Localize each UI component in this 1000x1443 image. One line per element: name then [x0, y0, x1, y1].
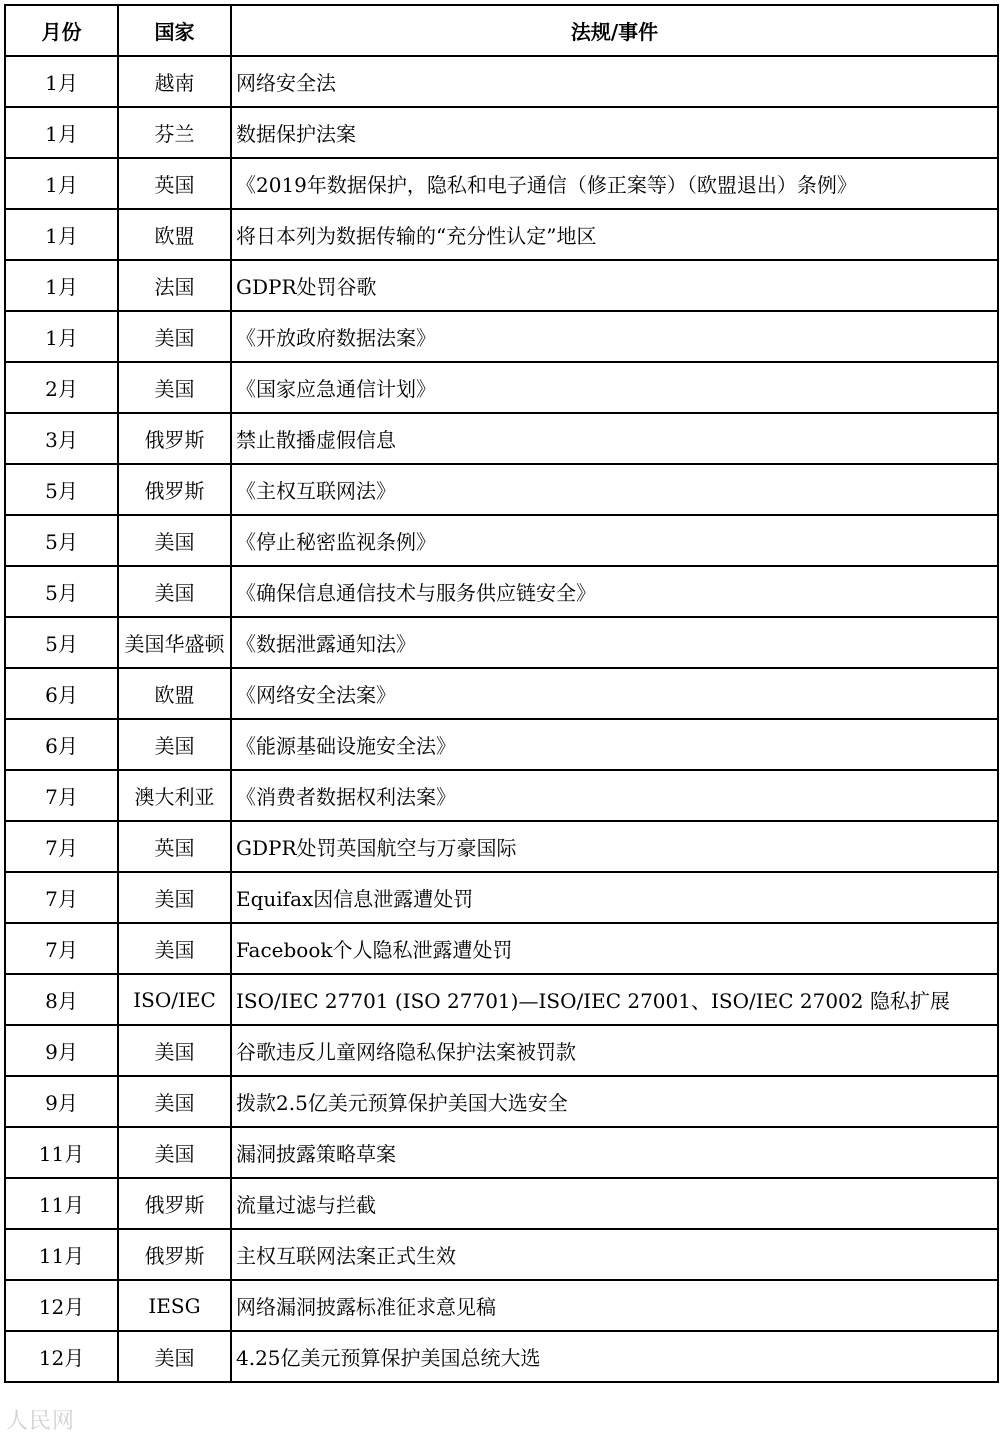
cell-country: 芬兰: [118, 107, 231, 158]
table-row: [5, 1178, 998, 1229]
header-row: [5, 5, 998, 56]
table-row: [5, 1127, 998, 1178]
cell-event: ISO/IEC 27701 (ISO 27701)—ISO/IEC 27001、ISO/IEC 27002 隐私扩展: [231, 974, 998, 1025]
cell-country: 美国: [118, 923, 231, 974]
table-body: [5, 56, 998, 1382]
cell-event: Equifax因信息泄露遭处罚: [231, 872, 998, 923]
cell-event: 《开放政府数据法案》: [231, 311, 998, 362]
cell-event: 漏洞披露策略草案: [231, 1127, 998, 1178]
table-row: [5, 209, 998, 260]
cell-month: 2月: [5, 362, 118, 413]
cell-event: 《2019年数据保护，隐私和电子通信（修正案等）（欧盟退出）条例》: [231, 158, 998, 209]
header-month: 月份: [5, 5, 118, 56]
cell-country: ISO/IEC: [118, 974, 231, 1025]
cell-country: 俄罗斯: [118, 464, 231, 515]
cell-event: 《消费者数据权利法案》: [231, 770, 998, 821]
cell-country: 英国: [118, 158, 231, 209]
cell-month: 5月: [5, 566, 118, 617]
cell-country: 法国: [118, 260, 231, 311]
cell-country: 美国: [118, 1025, 231, 1076]
cell-month: 6月: [5, 668, 118, 719]
cell-country: 美国: [118, 566, 231, 617]
table-row: [5, 515, 998, 566]
cell-event: 《停止秘密监视条例》: [231, 515, 998, 566]
cell-event: 将日本列为数据传输的“充分性认定”地区: [231, 209, 998, 260]
header-country: 国家: [118, 5, 231, 56]
cell-month: 12月: [5, 1280, 118, 1331]
cell-country: 俄罗斯: [118, 1229, 231, 1280]
table-row: [5, 107, 998, 158]
cell-month: 5月: [5, 464, 118, 515]
table-row: [5, 719, 998, 770]
cell-event: 《网络安全法案》: [231, 668, 998, 719]
table-row: [5, 158, 998, 209]
cell-country: 澳大利亚: [118, 770, 231, 821]
cell-event: 网络漏洞披露标准征求意见稿: [231, 1280, 998, 1331]
cell-event: GDPR处罚英国航空与万豪国际: [231, 821, 998, 872]
table-row: [5, 1076, 998, 1127]
table-row: [5, 770, 998, 821]
cell-month: 5月: [5, 617, 118, 668]
cell-month: 3月: [5, 413, 118, 464]
cell-country: 美国: [118, 872, 231, 923]
table-row: [5, 617, 998, 668]
table-row: [5, 311, 998, 362]
table-row: [5, 260, 998, 311]
cell-month: 11月: [5, 1127, 118, 1178]
cell-country: 美国: [118, 1331, 231, 1382]
table-row: [5, 821, 998, 872]
regulations-table: [4, 4, 999, 1383]
cell-month: 9月: [5, 1076, 118, 1127]
cell-event: 数据保护法案: [231, 107, 998, 158]
cell-month: 6月: [5, 719, 118, 770]
watermark: 人民网: [6, 1409, 76, 1434]
table-row: [5, 1229, 998, 1280]
cell-month: 7月: [5, 821, 118, 872]
cell-event: 谷歌违反儿童网络隐私保护法案被罚款: [231, 1025, 998, 1076]
table-row: [5, 566, 998, 617]
table-row: [5, 1331, 998, 1382]
cell-country: 美国: [118, 1127, 231, 1178]
cell-event: 《确保信息通信技术与服务供应链安全》: [231, 566, 998, 617]
cell-month: 8月: [5, 974, 118, 1025]
table-row: [5, 413, 998, 464]
cell-event: 主权互联网法案正式生效: [231, 1229, 998, 1280]
cell-event: 拨款2.5亿美元预算保护美国大选安全: [231, 1076, 998, 1127]
cell-country: 越南: [118, 56, 231, 107]
cell-country: 美国: [118, 515, 231, 566]
table-row: [5, 872, 998, 923]
table-row: [5, 974, 998, 1025]
table-row: [5, 1025, 998, 1076]
cell-country: 美国: [118, 719, 231, 770]
table-row: [5, 923, 998, 974]
cell-event: 4.25亿美元预算保护美国总统大选: [231, 1331, 998, 1382]
cell-month: 1月: [5, 260, 118, 311]
cell-month: 5月: [5, 515, 118, 566]
cell-event: 《主权互联网法》: [231, 464, 998, 515]
cell-month: 1月: [5, 209, 118, 260]
cell-month: 7月: [5, 872, 118, 923]
cell-country: 美国: [118, 1076, 231, 1127]
cell-month: 7月: [5, 923, 118, 974]
cell-event: 禁止散播虚假信息: [231, 413, 998, 464]
table-row: [5, 56, 998, 107]
cell-country: 美国: [118, 362, 231, 413]
cell-country: 欧盟: [118, 209, 231, 260]
cell-country: 英国: [118, 821, 231, 872]
cell-month: 11月: [5, 1229, 118, 1280]
cell-month: 1月: [5, 56, 118, 107]
cell-month: 1月: [5, 158, 118, 209]
cell-country: 欧盟: [118, 668, 231, 719]
table-row: [5, 1280, 998, 1331]
table-row: [5, 464, 998, 515]
cell-month: 12月: [5, 1331, 118, 1382]
cell-month: 7月: [5, 770, 118, 821]
cell-country: IESG: [118, 1280, 231, 1331]
cell-country: 俄罗斯: [118, 413, 231, 464]
cell-country: 美国华盛顿: [118, 617, 231, 668]
cell-event: GDPR处罚谷歌: [231, 260, 998, 311]
cell-month: 11月: [5, 1178, 118, 1229]
cell-event: 《能源基础设施安全法》: [231, 719, 998, 770]
cell-event: 《国家应急通信计划》: [231, 362, 998, 413]
cell-event: 《数据泄露通知法》: [231, 617, 998, 668]
cell-month: 1月: [5, 107, 118, 158]
header-event: 法规/事件: [231, 5, 998, 56]
cell-event: 流量过滤与拦截: [231, 1178, 998, 1229]
cell-month: 9月: [5, 1025, 118, 1076]
cell-event: 网络安全法: [231, 56, 998, 107]
cell-event: Facebook个人隐私泄露遭处罚: [231, 923, 998, 974]
table-row: [5, 668, 998, 719]
cell-month: 1月: [5, 311, 118, 362]
cell-country: 俄罗斯: [118, 1178, 231, 1229]
table-row: [5, 362, 998, 413]
cell-country: 美国: [118, 311, 231, 362]
